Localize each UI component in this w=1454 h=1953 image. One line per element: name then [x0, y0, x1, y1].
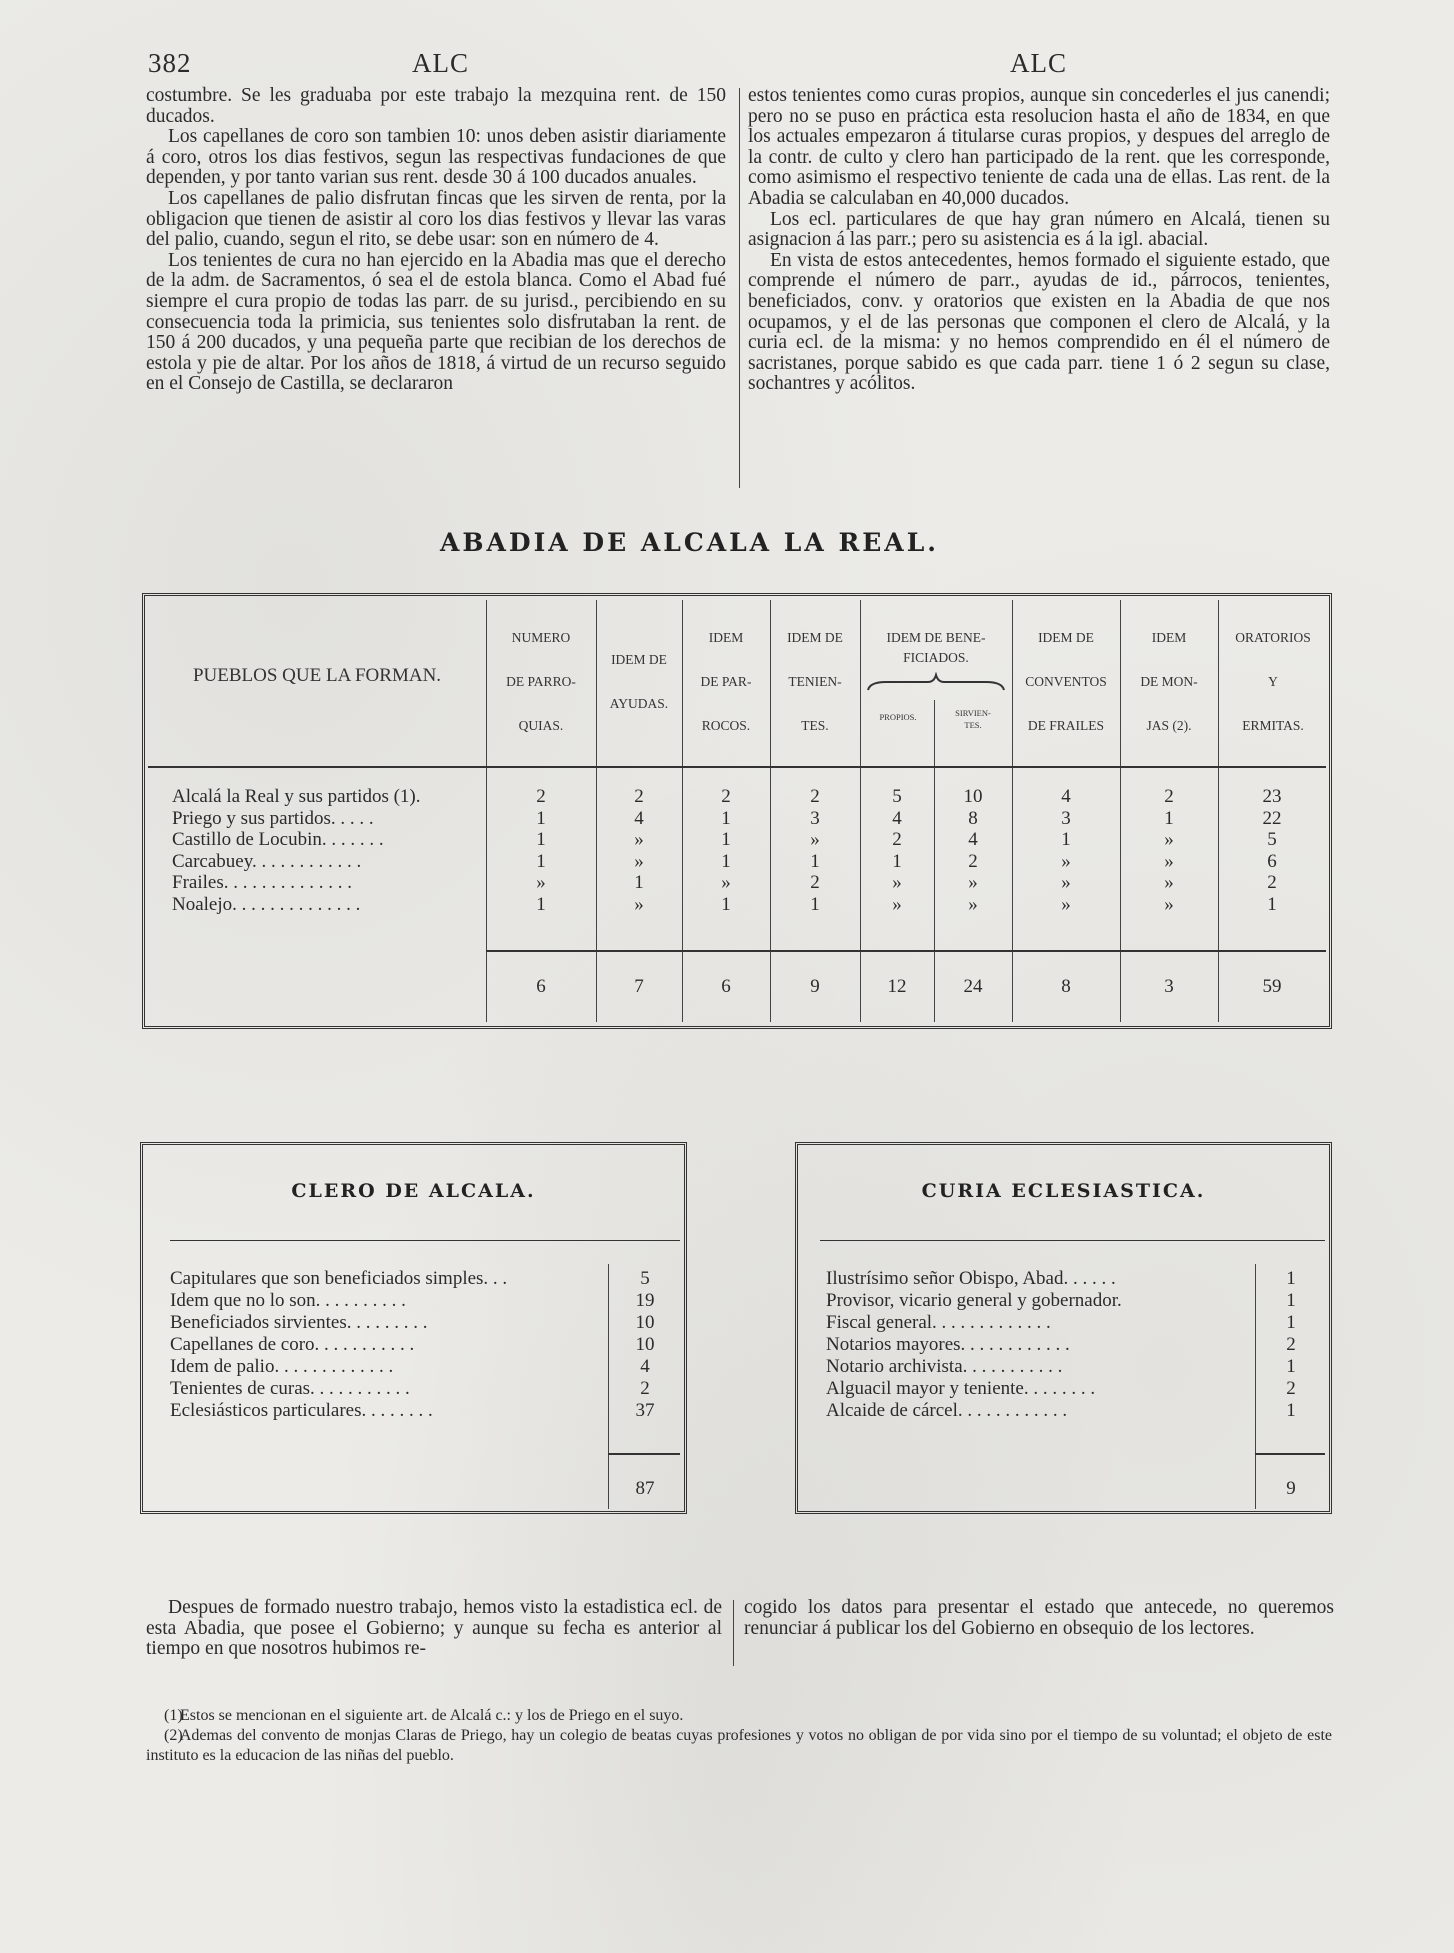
table-cell: » [892, 872, 902, 893]
table-cell: » [1164, 893, 1174, 915]
header-tenientes-1: IDEM DE [787, 630, 843, 645]
table-cell: » [1061, 850, 1071, 872]
table-cell: » [634, 829, 644, 850]
table-cell: 2 [892, 829, 902, 850]
table-header-rule [148, 766, 1326, 768]
header-sirvientes-2: TES. [964, 720, 982, 730]
beneficiados-brace [866, 672, 1006, 696]
footnote-mark: (1) [164, 1707, 183, 1724]
curia-total-rule [1255, 1453, 1325, 1455]
table-cell: 1 [721, 829, 731, 850]
row-label: Carcabuey. . . . . . . . . . . . [172, 850, 362, 872]
left-column [146, 86, 726, 395]
total-cell: 3 [1164, 976, 1174, 997]
table-cell: 2 [810, 872, 820, 893]
table-cell: 1 [536, 829, 546, 850]
table-cell: 1 [721, 893, 731, 915]
curia-value-line [1255, 1264, 1256, 1509]
table-cell: » [810, 829, 820, 850]
clero-item-value: 10 [635, 1312, 655, 1333]
table-cell: 1 [892, 850, 902, 872]
clero-total-rule [608, 1453, 680, 1455]
table-cell: 1 [536, 850, 546, 872]
table-cell: » [634, 850, 644, 872]
header-monjas-2: DE MON- [1140, 674, 1198, 689]
table-cell: 2 [1164, 786, 1174, 807]
table-cell: 2 [1267, 872, 1277, 893]
table-cell: 1 [1164, 807, 1174, 829]
curia-item-label: Alguacil mayor y teniente. . . . . . . . [826, 1378, 1096, 1399]
table-cell: 3 [1061, 807, 1071, 829]
row-label: Frailes. . . . . . . . . . . . . . [172, 872, 352, 893]
paragraph: Los ecl. particulares de que hay gran número en Alcalá, tienen su asignacion á las parr.; pero su asistencia es á la igl. abacial. [748, 208, 1330, 251]
right-column [748, 86, 1330, 395]
table-cell: 22 [1262, 807, 1282, 829]
total-cell: 8 [1061, 976, 1071, 997]
curia-item-value: 2 [1286, 1378, 1296, 1399]
header-beneficiados-1: IDEM DE BENE- [886, 630, 986, 645]
curia-item-label: Notario archivista. . . . . . . . . . . [826, 1356, 1063, 1377]
header-propios: PROPIOS. [879, 712, 917, 722]
paragraph: estos tenientes como curas propios, aunque sin concederles el jus canendi; pero no se puso en práctica esta resolucion hasta el año de 1834, en que los actuales empezaron á titularse curas propios, y despues del arreglo de la contr. de culto y clero han participado de la rent. que les corresponde, como asimismo el respectivo teniente de cada una de ellas. Las rent. de la Abadia se calculaban en 40,000 ducados. [748, 85, 1330, 209]
curia-item-label: Notarios mayores. . . . . . . . . . . . [826, 1334, 1070, 1355]
bottom-divider [733, 1600, 734, 1666]
table-cell: » [1164, 829, 1174, 850]
table-total-rule [486, 950, 1326, 952]
clero-item-label: Beneficiados sirvientes. . . . . . . . . [170, 1312, 428, 1333]
table-cell: 1 [810, 893, 820, 915]
curia-item-value: 2 [1286, 1334, 1296, 1355]
curia-item-label: Ilustrísimo señor Obispo, Abad. . . . . . [826, 1268, 1116, 1289]
table-cell: » [536, 872, 546, 893]
curia-title: CURIA ECLESIASTICA. [921, 1180, 1206, 1202]
curia-item-label: Alcaide de cárcel. . . . . . . . . . . . [826, 1400, 1068, 1421]
header-monjas-1: IDEM [1151, 630, 1187, 645]
header-oratorios-3: ERMITAS. [1242, 718, 1304, 733]
curia-item-value: 1 [1286, 1312, 1296, 1333]
curia-item-label: Provisor, vicario general y gobernador. [826, 1290, 1122, 1311]
footnote-1 [146, 1706, 1332, 1726]
table-cell: » [1164, 850, 1174, 872]
header-parroquias-1: NUMERO [511, 630, 571, 645]
bottom-right-text [744, 1598, 1334, 1639]
table-cell: 2 [810, 786, 820, 807]
table-cell: » [1061, 872, 1071, 893]
table-cell: 10 [963, 786, 983, 807]
total-cell: 12 [887, 976, 907, 997]
clero-item-label: Tenientes de curas. . . . . . . . . . . [170, 1378, 410, 1399]
clero-total: 87 [635, 1478, 655, 1499]
table-cell: 5 [892, 786, 902, 807]
paragraph: Los capellanes de palio disfrutan fincas que les sirven de renta, por la obligacion que tienen de asistir al coro los dias festivos y llevar las varas del palio, cuando, segun el rito, se debe usar: son en número de 4. [146, 187, 726, 251]
table-cell: 1 [536, 893, 546, 915]
table-cell: 1 [721, 807, 731, 829]
table-cell: 2 [634, 786, 644, 807]
total-cell: 24 [963, 976, 983, 997]
row-label: Castillo de Locubin. . . . . . . [172, 829, 384, 850]
footnote-text: Ademas del convento de monjas Claras de Priego, hay un colegio de beatas cuyas profesiones y votos no obligan de por vida sino por el tiempo de su voluntad; el objeto de este instituto es la educacion de las niñas del pueblo. [146, 1727, 1332, 1764]
clero-item-label: Capitulares que son beneficiados simples. . . [170, 1268, 508, 1289]
paragraph: En vista de estos antecedentes, hemos formado el siguiente estado, que comprende el número de parr., ayudas de id., párrocos, tenientes, beneficiados, conv. y oratorios que existen en la Abadia de que nos ocupamos, y el de las personas que componen el clero de Alcalá, y la curia ecl. de la misma: y no hemos comprendido en él el número de sacristanes, porque sabido es que cada parr. tiene 1 ó 2 segun su clase, sochantres y acólitos. [748, 249, 1330, 395]
header-parrocos-1: IDEM [708, 630, 744, 645]
total-cell: 9 [810, 976, 820, 997]
clero-item-value: 10 [635, 1334, 655, 1355]
header-parroquias-2: DE PARRO- [506, 674, 576, 689]
header-ayudas-1: IDEM DE [611, 652, 667, 667]
paragraph: Los capellanes de coro son tambien 10: unos deben asistir diariamente á coro, otros los dias festivos, segun las respectivas fundaciones de que dependen, y por tanto varian sus rent. desde 30 á 100 ducados anuales. [146, 126, 726, 189]
right-running-title: ALC [1010, 48, 1067, 78]
table-cell: » [721, 872, 731, 893]
footnote-text: Estos se mencionan en el siguiente art. de Alcalá c.: y los de Priego en el suyo. [180, 1707, 684, 1724]
curia-rule [820, 1240, 1325, 1241]
clero-item-label: Eclesiásticos particulares. . . . . . . . [170, 1400, 433, 1421]
table-cell: 1 [1061, 829, 1071, 850]
curia-item-label: Fiscal general. . . . . . . . . . . . . [826, 1312, 1051, 1333]
clero-value-line [608, 1264, 609, 1509]
table-cell: 1 [634, 872, 644, 893]
table-cell: 6 [1267, 850, 1277, 872]
clero-item-value: 19 [635, 1290, 655, 1311]
clero-item-value: 5 [640, 1268, 650, 1289]
table-cell: » [1164, 872, 1174, 893]
table-cell: 4 [892, 807, 902, 829]
header-monjas-3: JAS (2). [1146, 718, 1192, 733]
clero-item-value: 37 [635, 1400, 655, 1421]
table-cell: 3 [810, 807, 820, 829]
header-parrocos-2: DE PAR- [700, 674, 752, 689]
table-cell: 1 [810, 850, 820, 872]
header-conventos-3: DE FRAILES [1027, 718, 1105, 733]
clero-rule [170, 1240, 680, 1241]
paragraph: Despues de formado nuestro trabajo, hemos visto la estadistica ecl. de esta Abadia, que posee el Gobierno; y aunque su fecha es anterior al tiempo en que nosotros hubimos re- [146, 1597, 722, 1660]
clero-item-value: 4 [640, 1356, 650, 1377]
curia-item-value: 1 [1286, 1356, 1296, 1377]
header-parrocos-3: ROCOS. [701, 718, 751, 733]
curia-item-value: 1 [1286, 1400, 1296, 1421]
curia-item-value: 1 [1286, 1290, 1296, 1311]
column-divider [739, 88, 740, 488]
table-cell: » [968, 872, 978, 893]
table-cell: 1 [1267, 893, 1277, 915]
table-cell: 1 [721, 850, 731, 872]
curia-item-value: 1 [1286, 1268, 1296, 1289]
header-beneficiados-2: FICIADOS. [903, 650, 969, 665]
header-parroquias-3: QUIAS. [518, 718, 564, 733]
clero-title: CLERO DE ALCALA. [291, 1180, 536, 1202]
header-oratorios-1: ORATORIOS [1235, 630, 1311, 645]
header-sirvientes-1: SIRVIEN- [955, 708, 991, 718]
header-conventos-1: IDEM DE [1038, 630, 1094, 645]
table-cell: » [1061, 893, 1071, 915]
paragraph: costumbre. Se les graduaba por este trabajo la mezquina rent. de 150 ducados. [146, 85, 726, 127]
left-running-title: ALC [412, 48, 469, 78]
total-cell: 6 [721, 976, 731, 997]
total-cell: 59 [1262, 976, 1282, 997]
table-cell: 4 [1061, 786, 1071, 807]
total-cell: 7 [634, 976, 644, 997]
clero-item-label: Idem de palio. . . . . . . . . . . . . [170, 1356, 394, 1377]
table-cell: 8 [968, 807, 978, 829]
table-cell: » [634, 893, 644, 915]
table-cell: 4 [968, 829, 978, 850]
curia-total: 9 [1286, 1478, 1296, 1499]
table-cell: 4 [634, 807, 644, 829]
header-conventos-2: CONVENTOS [1025, 674, 1107, 689]
header-tenientes-2: TENIEN- [788, 674, 842, 689]
table-cell: » [892, 893, 902, 915]
row-label: Priego y sus partidos. . . . . [172, 807, 374, 829]
clero-item-value: 2 [640, 1378, 650, 1399]
table-cell: 2 [536, 786, 546, 807]
clero-item-label: Capellanes de coro. . . . . . . . . . . [170, 1334, 415, 1355]
paragraph: Los tenientes de cura no han ejercido en la Abadia mas que el derecho de la adm. de Sacramentos, ó sea el de estola blanca. Como el Abad fué siempre el cura propio de todas las parr. de su jurisd., percibiendo en su consecuencia toda la primicia, sus tenientes solo disfrutaban la rent. de 150 á 200 ducados, y una pequeña parte que recibian de los derechos de estola y pie de altar. Por los años de 1818, á virtud de un recurso seguido en el Consejo de Castilla, se declararon [146, 249, 726, 395]
total-cell: 6 [536, 976, 546, 997]
bottom-left-text [146, 1598, 722, 1660]
paragraph: cogido los datos para presentar el estado que antecede, no queremos renunciar á publicar los del Gobierno en obsequio de los lectores. [744, 1597, 1334, 1639]
table-cell: 5 [1267, 829, 1277, 850]
table-cell: 2 [968, 850, 978, 872]
table-cell: 2 [721, 786, 731, 807]
header-ayudas-2: AYUDAS. [609, 696, 669, 711]
page-number: 382 [148, 48, 192, 78]
table-title: ABADIA DE ALCALA LA REAL. [440, 528, 939, 557]
table-cell: 1 [536, 807, 546, 829]
row-label: Alcalá la Real y sus partidos (1). [172, 786, 421, 807]
header-pueblos: PUEBLOS QUE LA FORMAN. [192, 665, 442, 686]
header-oratorios-2: Y [1268, 674, 1278, 689]
table-cell: 23 [1262, 786, 1282, 807]
table-cell: » [968, 893, 978, 915]
footnote-mark: (2) [164, 1727, 183, 1744]
row-label: Noalejo. . . . . . . . . . . . . . [172, 893, 361, 915]
header-tenientes-3: TES. [801, 718, 829, 733]
clero-item-label: Idem que no lo son. . . . . . . . . . [170, 1290, 406, 1311]
footnote-2 [146, 1726, 1332, 1766]
